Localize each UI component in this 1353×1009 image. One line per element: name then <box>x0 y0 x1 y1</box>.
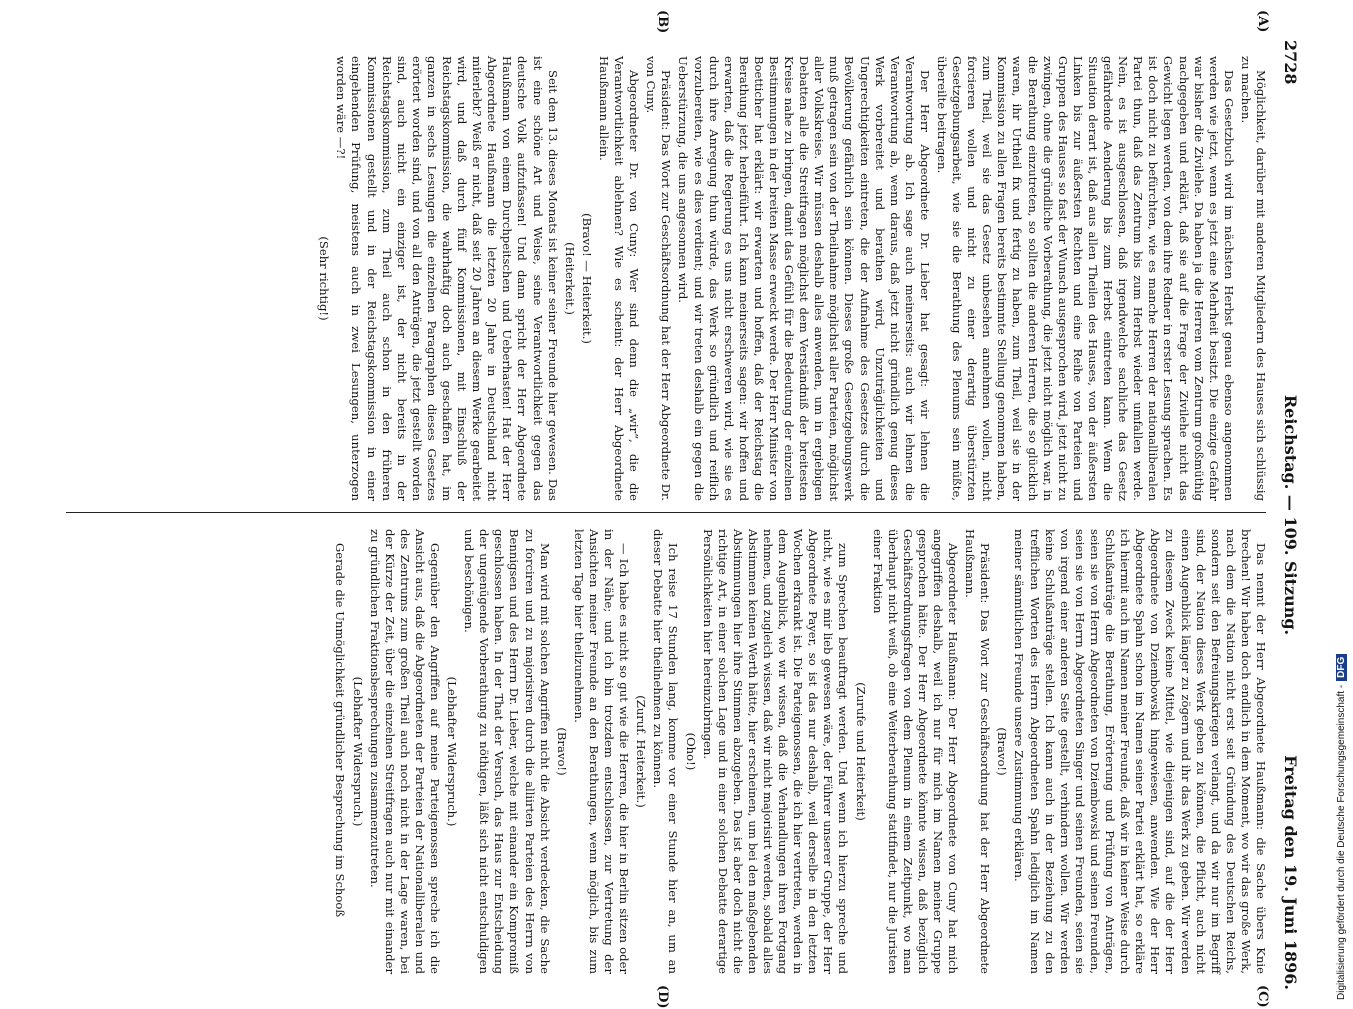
right-paragraph: Präsident: Das Wort zur Geschäftsordnung hat der Herr Abgeordnete Haußmann. <box>963 529 993 974</box>
right-paragraph: Gegenüber den Angriffen auf meine Parteigenossen spreche ich die Ansicht aus, daß die Abgeordneten der Parteien der Nationalliberalen und des Zentrums zum großen Theil auch noch nicht in der Lage waren, bei der Kürze der Zeit, über die einzelnen Streitfragen auch nur mit einander zu gründlichen Fraktionsbesprechungen zusammenzutreten. <box>367 529 443 974</box>
right-paragraph: (Bravo!) <box>554 727 569 776</box>
left-paragraph: Möglichkeit, darüber mit anderen Mitgliedern des Hauses sich schlüssig zu machen. <box>1238 56 1268 501</box>
right-paragraph: (Oho!) <box>683 732 698 771</box>
header-date: Freitag den 19. Juni 1896. <box>1281 755 1300 990</box>
right-paragraph: Das nennt der Herr Abgeordnete Haußmann: die Sache übers Knie brechen! Wir haben doch endlich in dem Moment, wo wir das große Werk, nach dem die Nation nicht erst seit Gründung des Deutschen Reichs, sondern seit den Befreiungskriegen verlangt, und da wir nur im Begriff sind, der Nation dieses Werk geben zu können, die Pflicht, auch nicht einen Augenblick länger zu zögern und ihr das Werk zu geben. Wir werden zu diesem Zweck keine Mittel, wie diejenigen sind, auf die der Herr Abgeordnete von Dziembowski hingewiesen, anwenden. Wie der Herr Abgeordnete Spahn schon im Namen seiner Partei erklärt hat, so erkläre ich hiermit auch im Namen meiner Freunde, daß wir in keiner Weise durch Schlußanträge die Berathung, Erörterung und Prüfung von Anträgen, seien sie von Herrn Abgeordneten von Dziembowski und seinen Freunden, seien sie von Herrn Abgeordneten Singer und seinen Freunden, seien sie von irgend einer anderen Seite gestellt, verhindern wollen. Wir werden keine Schlußanträge stellen. Ich kann auch in der Beziehung zu den trefflichen Worten des Herrn Abgeordneten Spahn lediglich im Namen meiner sämmtlichen Freunde unsere Zustimmung erklären. <box>1012 529 1268 974</box>
page-number: 2728 <box>1281 40 1300 85</box>
column-divider <box>66 512 1266 513</box>
right-paragraph: Gerade die Unmöglichkeit gründlicher Besprechung im Schooß <box>333 543 348 918</box>
digitization-credit <box>1336 20 1347 1000</box>
right-text-column <box>330 529 1268 974</box>
left-paragraph: (Heiterkeit.) <box>562 242 577 315</box>
page-header <box>1274 40 1300 990</box>
right-paragraph: (Lebhafter Widerspruch.) <box>350 676 365 827</box>
credit-text: Digitalisierung gefördert durch die Deutsche Forschungsgemeinschaft - <box>1336 684 1347 1000</box>
left-paragraph: Präsident: Das Wort zur Geschäftsordnung hat der Herr Abgeordnete Dr. von Cuny. <box>644 56 674 501</box>
margin-mark-b: (B) <box>655 10 670 34</box>
dfg-logo: DFG <box>1336 654 1347 681</box>
header-title: Reichstag. — 109. Sitzung. <box>1281 394 1300 636</box>
left-paragraph: Der Herr Abgeordnete Dr. Lieber hat gesagt: wir lehnen die Verantwortung ab. Ich sage auch meinerseits: auch wir lehnen die Verantwortung ab, wenn daraus, daß jetzt nicht gründlich genug dieses Werk vorbereitet und berathen wird, Unzuträglichkeiten und Ungerechtigkeiten eintreten, die der Aufnahme des Gesetzes durch die Bevölkerung gefährlich sein können. Dieses große Gesetzgebungswerk muß getragen sein von der Theilnahme möglichst aller Parteien, möglichst aller Volkskreise. Wir müssen deshalb alles anwenden, um in ergiebigen Debatten alle die Streitfragen möglichst dem Verständniß der breitesten Kreise nahe zu bringen, damit das Gefühl für die Bedeutung der einzelnen Bestimmungen in der breiten Masse erweckt werde. Der Herr Minister von Boetticher hat erklärt: wir erwarten und hoffen, daß der Reichstag die Berathung jetzt herbeiführt. Ich kann meinerseits sagen: wir hoffen und erwarten, daß die Regierung es uns nicht erschweren wird, wie sie es durch ihre Anregung thun würde, das Werk so gründlich und reiflich vorzubereiten, wie es dies verdient; und wir treten deshalb ein gegen die Ueberstürzung, die uns angesonnen wird. <box>676 56 932 501</box>
right-paragraph: — Ich habe es nicht so gut wie die Herren, die hier in Berlin sitzen oder in der Nähe; und ich bin trotzdem entschlossen, zur Vertretung der Ansichten meiner Freunde an den Berathungen, wenn möglich, bis zum letzten Tage hier theilzunehmen. <box>571 529 632 974</box>
right-paragraph: (Bravo!) <box>995 727 1010 776</box>
right-paragraph: (Lebhafter Widerspruch.) <box>445 676 460 827</box>
right-paragraph: Man wird mit solchen Angriffen nicht die Absicht verdecken, die Sache zu forciren und zu majorisiren durch die alliirten Parteien des Herrn von Bennigsen und des Herrn Dr. Lieber, welche mit einander ein Kompromiß geschlossen haben. In der That der Versuch, das Haus zur Entscheidung der ungenügende Vorberathung zu nöthigen, läßt sich nicht entschuldigen und beschönigen. <box>462 529 552 974</box>
right-paragraph: Abgeordneter Haußmann: Der Herr Abgeordnete von Cuny hat mich angegriffen deshalb, weil ich nur für mich im Namen meiner Gruppe gesprochen hätte. Der Herr Abgeordnete könnte wissen, daß bezüglich Geschäftsordnungsfragen von dem Plenum in einem Zeitpunkt, wo man überhaupt nicht weiß, ob eine Weiterberathung stattfindet, nur die Juristen einer Fraktion <box>870 529 961 974</box>
left-paragraph: Das Gesetzbuch wird im nächsten Herbst genau ebenso angenommen werden wie jetzt, wenn es jetzt eine Mehrheit besitzt. Die einzige Gefahr war bisher die Zivilehe. Da haben ja die Herren vom Zentrum großmüthig nachgegeben und erklärt, daß sie auf die Frage der Zivilehe nicht das Gewicht legen werden, von dem ihre Redner in erster Lesung sprachen. Es ist doch nicht zu befürchten, wie es manche Herren der nationalliberalen Partei thun, daß das Zentrum bis zum Herbst wieder umfallen werde. Nein, es ist ausgeschlossen, daß irgendwelche sachliche das Gesetz gefährdende Aenderung bis zum Herbst eintreten kann. Wenn die Situation derart ist, daß aus allen Theilen des Hauses, von der äußersten Linken bis zur äußersten Rechten und eine Reihe von Parteien und Gruppen des Hauses so fast der Wunsch ausgesprochen wird, jetzt nicht zu zwingen, ohne die gründliche Vorberathung, die jetzt nicht möglich war, in die Berathung einzutreten, so sollten die anderen Herren, die so glücklich waren, ihr Urtheil fix und fertig zu haben, zum Theil, weil sie in der Kommission zu allen Fragen bereits bestimmte Stellung genommen haben, zum Theil, weil sie das Gesetz unbesehen annehmen wollen, nicht forcieren wollen und nicht zu einer derartig überstürzten Gesetzgebungsarbeit, wie sie die Berathung des Plenums sein müßte, übereilte beitragen. <box>935 56 1236 501</box>
left-paragraph: Seit dem 13. dieses Monats ist keiner seiner Freunde hier gewesen. Das ist eine schöne Art und Weise, seine Verantwortlichkeit gegen das deutsche Volk aufzufassen! Und dann spricht der Herr Abgeordnete Haußmann von einem Durchpeitschen und Ueberhasten! Hat der Herr Abgeordnete Haußmann die letzten 20 Jahre in Deutschland nicht miterlebt? Weiß er nicht, daß seit 20 Jahren an diesem Werke gearbeitet wird, und daß durch fünf Kommissionen, mit Einschluß der Reichstagskommission, die wahrhaftig doch auch geschaffen hat, im ganzen in sechs Lesungen die einzelnen Paragraphen dieses Gesetzes erörtert worden sind, und von all den Anträgen, die jetzt gestellt worden sind, auch nicht ein einziger ist, der nicht bereits in der Reichstagskommission, zum Theil auch schon in den früheren Kommissionen gestellt und in der Reichstagskommission in einer eingehenden Prüfung, meistens auch in zwei Lesungen, unterzogen worden wäre —?! <box>334 56 560 501</box>
right-paragraph: (Zurufe und Heiterkeit) <box>853 682 868 821</box>
left-paragraph: (Bravo! — Heiterkeit.) <box>579 213 594 344</box>
margin-mark-c: (C) <box>1255 985 1270 1008</box>
right-paragraph: (Zuruf. Heiterkeit.) <box>634 695 649 808</box>
right-paragraph: Ich reise 17 Stunden lang, komme vor einer Stunde hier an, um an dieser Debatte hier theilnehmen zu können. <box>651 529 681 974</box>
left-paragraph: Abgeordneter Dr. von Cuny: Wer sind denn die „wir“, die die Verantwortlichkeit ablehnen? Wie es scheint: der Herr Abgeordnete Haußmann allein. <box>596 56 642 501</box>
margin-mark-a: (A) <box>1255 10 1270 33</box>
right-paragraph: zum Sprechen beauftragt werden. Und wenn ich hierzu spreche und nicht, wie es mir lieb gewesen wäre, der Führer unserer Gruppe, der Herr Abgeordnete Payer, so ist das nur deshalb, weil derselbe in den letzten Wochen erkrankt ist. Die Parteigenossen, die ich hier vertreten, werden in dem Augenblick, wo wir wissen, daß die Verhandlungen ihren Fortgang nehmen, und zugleich wissen, daß wir nicht majorisirt werden, sobald alles Abstimmen keinen Werth hätte, hier erscheinen, um bei den maßgebenden Abstimmungen hier ihre Stimmen abzugeben. Das ist aber doch nicht die richtige Art, in einer solchen Lage und in einer solchen Debatte derartige Persönlichkeiten hier hereinzubringen. <box>700 529 851 974</box>
left-paragraph: (Sehr richtig!) <box>317 236 332 321</box>
rotated-page-content <box>60 10 1300 1009</box>
left-text-column <box>314 56 1268 501</box>
margin-mark-d: (D) <box>655 985 670 1009</box>
